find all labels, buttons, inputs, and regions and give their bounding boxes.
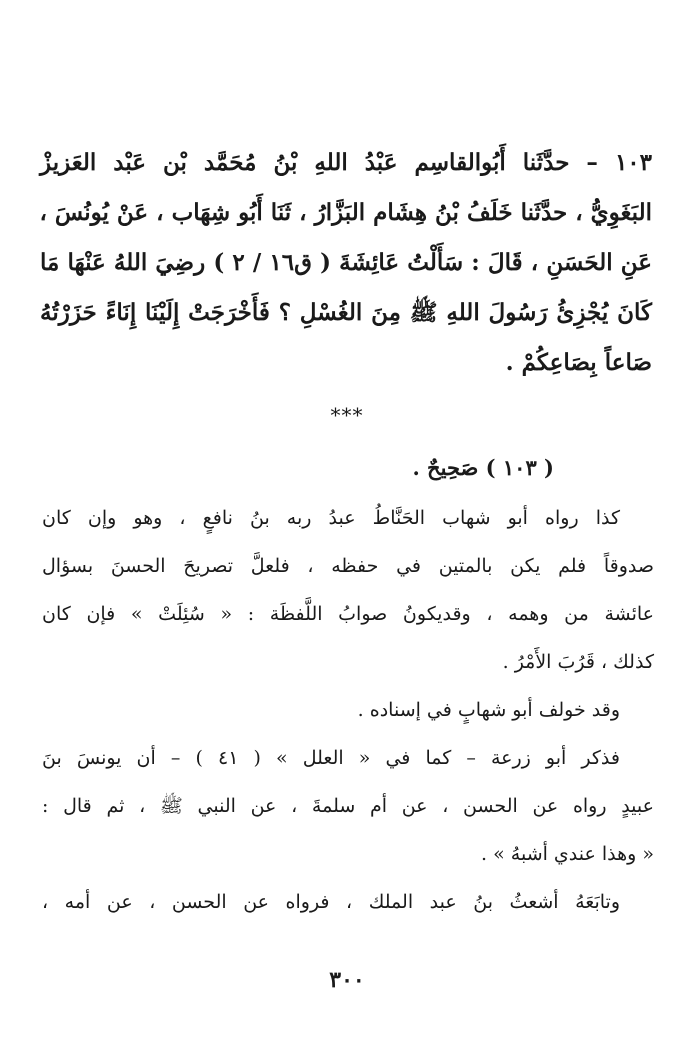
hadith-line: عَنِ الحَسَنِ ، قَالَ : سَأَلْتُ عَائِشَةَ ( ق١٦ / ٢ ) رضِيَ اللهُ عَنْهَا مَا [40, 249, 653, 276]
hadith-line: ١٠٣ – حدَّثَنا أَبُوالقاسِم عَبْدُ اللهِ بْنُ مُحَمَّد بْن عَبْد العَزيزْ [40, 149, 652, 176]
hadith-line: صَاعاً بِصَاعِكُمْ . [505, 349, 652, 376]
page-number: ٣٠٠ [329, 967, 365, 993]
commentary-line: « وهذا عندي أشبهُ » . [481, 843, 654, 865]
commentary-line: عبيدٍ رواه عن الحسن ، عن أم سلمةَ ، عن النبي ﷺ ، ثم قال : [42, 795, 654, 817]
hadith-line: كَانَ يُجْزِئُ رَسُولَ اللهِ ﷺ مِنَ الغُسْلِ ؟ فَأَخْرَجَتْ إِلَيْنَا إِنَاءً حَزَرْتُهُ [40, 299, 652, 326]
hadith-line: البَغَوِيُّ ، حدَّثَنا خَلَفُ بْنُ هِشَام البَزَّارُ ، ثَنَا أَبُو شِهَاب ، عَنْ يُونُسَ ، [39, 199, 652, 226]
commentary-text [42, 494, 654, 926]
commentary-line: وتابَعَهُ أشعثُ بنُ عبد الملك ، فرواه عن الحسن ، عن أمه ، [42, 891, 620, 913]
commentary-heading: ( ١٠٣ ) صَحِيحٌ . [412, 455, 554, 480]
commentary-line: كذا رواه أبو شهاب الحَنَّاطُ عبدُ ربه بنُ نافعٍ ، وهو وإن كان [42, 507, 620, 529]
hadith-text [40, 138, 652, 388]
section-separator: *** [330, 403, 364, 427]
commentary-line: كذلك ، قَرُبَ الأَمْرُ . [502, 651, 654, 673]
commentary-line: وقد خولف أبو شهابٍ في إسناده . [357, 699, 620, 721]
commentary-line: فذكر أبو زرعة – كما في « العلل » ( ٤١ ) – أن يونسَ بنَ [42, 747, 620, 769]
commentary-line: عائشة من وهمه ، وقديكونُ صوابُ اللَّفظَة : « سُئِلَتْ » فإن كان [42, 603, 654, 625]
commentary-line: صدوقاً فلم يكن بالمتين في حفظه ، فلعلَّ تصريحَ الحسنَ بسؤال [42, 555, 654, 577]
